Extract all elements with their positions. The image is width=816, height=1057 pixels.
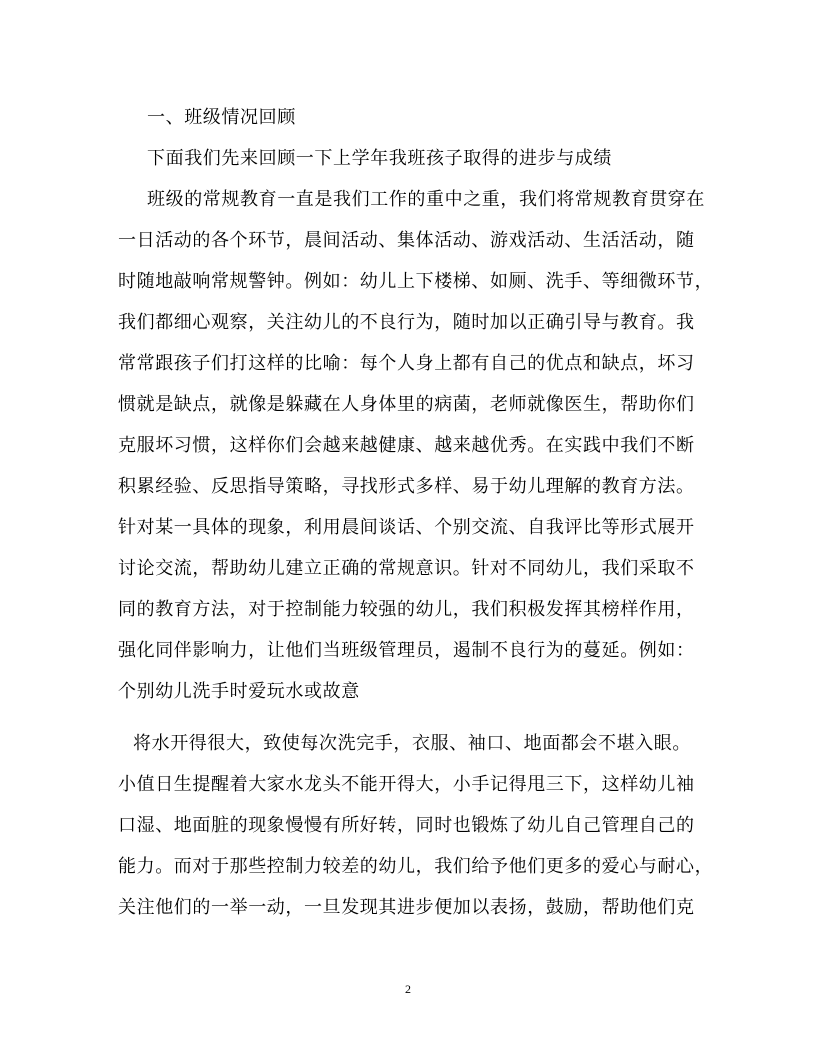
paragraph-line: 讨论交流，帮助幼儿建立正确的常规意识。针对不同幼儿，我们采取不	[118, 558, 695, 579]
paragraph-line: 惯就是缺点，就像是躲藏在人身体里的病菌，老师就像医生，帮助你们	[118, 394, 695, 415]
paragraph-line: 我们都细心观察，关注幼儿的不良行为，随时加以正确引导与教育。我	[118, 312, 695, 333]
paragraph-line: 班级的常规教育一直是我们工作的重中之重，我们将常规教育贯穿在	[147, 189, 705, 210]
paragraph-line: 小值日生提醒着大家水龙头不能开得大，小手记得甩三下，这样幼儿袖	[118, 774, 695, 795]
section-heading: 一、班级情况回顾	[147, 107, 296, 128]
paragraph-line: 时随地敲响常规警钟。例如：幼儿上下楼梯、如厕、洗手、等细微环节，	[118, 271, 714, 292]
paragraph-line: 能力。而对于那些控制力较差的幼儿，我们给予他们更多的爱心与耐心，	[118, 856, 714, 877]
paragraph-line: 同的教育方法，对于控制能力较强的幼儿，我们积极发挥其榜样作用，	[118, 599, 695, 620]
paragraph-line: 针对某一具体的现象，利用晨间谈话、个别交流、自我评比等形式展开	[118, 517, 695, 538]
paragraph-line: 口湿、地面脏的现象慢慢有所好转，同时也锻炼了幼儿自己管理自己的	[118, 815, 695, 836]
paragraph-line: 一日活动的各个环节，晨间活动、集体活动、游戏活动、生活活动，随	[118, 230, 695, 251]
paragraph-line: 积累经验、反思指导策略，寻找形式多样、易于幼儿理解的教育方法。	[118, 476, 695, 497]
paragraph-line: 强化同伴影响力，让他们当班级管理员，遏制不良行为的蔓延。例如：	[118, 640, 695, 661]
paragraph-line: 关注他们的一举一动，一旦发现其进步便加以表扬，鼓励，帮助他们克	[118, 897, 695, 918]
page-number: 2	[405, 982, 411, 996]
paragraph-line: 常常跟孩子们打这样的比喻：每个人身上都有自己的优点和缺点，坏习	[118, 353, 695, 374]
paragraph-line: 将水开得很大，致使每次洗完手，衣服、袖口、地面都会不堪入眼。	[133, 733, 691, 754]
intro-line: 下面我们先来回顾一下上学年我班孩子取得的进步与成绩	[147, 148, 612, 169]
paragraph-line: 克服坏习惯，这样你们会越来越健康、越来越优秀。在实践中我们不断	[118, 435, 695, 456]
paragraph-line: 个别幼儿洗手时爱玩水或故意	[118, 681, 360, 702]
